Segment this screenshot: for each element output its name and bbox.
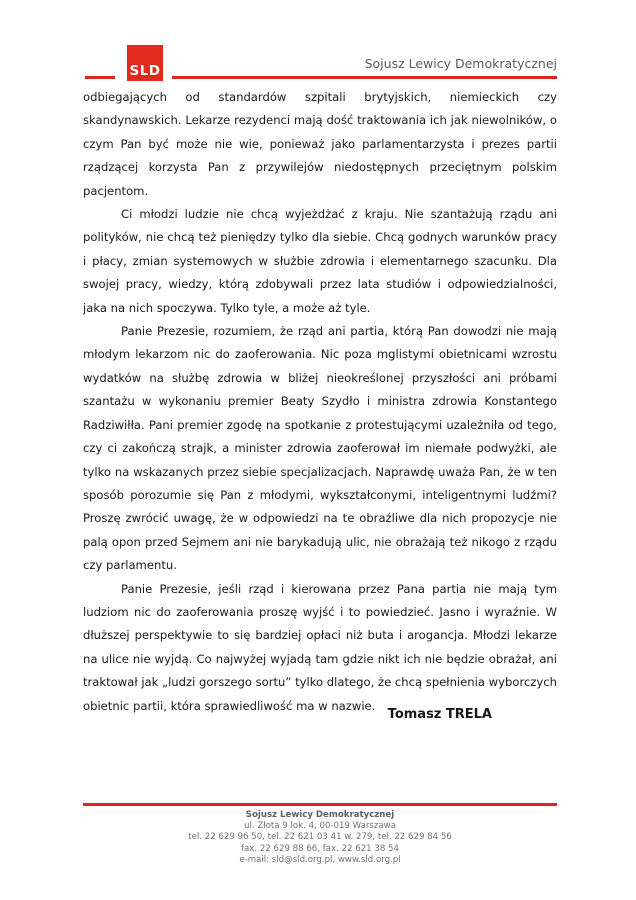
header-org-name: Sojusz Lewicy Demokratycznej — [364, 56, 557, 71]
letter-body — [83, 86, 557, 718]
footer-phones: tel. 22 629 96 50, tel. 22 621 03 41 w. 279, tel. 22 629 84 56 — [188, 832, 452, 843]
paragraph-3: Panie Prezesie, rozumiem, że rząd ani partia, którą Pan dowodzi nie mają młodym lekarzom nic do zaoferowania. Nic poza mglistymi obietnicami wzrostu wydatków na służbę zdrowia w bliżej nieokreślonej przyszłości ani próbami szantażu w wykonaniu premier Beaty Szydło i ministra zdrowia Konstantego Radziwiłła. Pani premier zgodę na spotkanie z protestującymi uzależniła od tego, czy ci zakończą strajk, a minister zdrowia zaoferował im niemałe podwyżki, ale tylko na wskazanych przez siebie specjalizacjach. Naprawdę uważa Pan, że w ten sposób porozumie się Pan z młodymi, wykształconymi, inteligentnymi ludźmi? Proszę zwrócić uwagę, że w odpowiedzi na te obraźliwe dla nich propozycje nie palą opon przed Sejmem ani nie barykadują ulic, nie obrażają też nikogo z rządu czy parlamentu. — [83, 324, 557, 573]
footer-fax: fax. 22 629 88 66, fax. 22 621 38 54 — [241, 843, 399, 854]
paragraph-1: odbiegających od standardów szpitali brytyjskich, niemieckich czy skandynawskich. Lekarze rezydenci mają dość traktowania ich jak niewolników, o czym Pan być może nie wie, ponieważ jako parlamentarzysta i prezes partii rządzącej korzysta Pan z przywilejów niedostępnych przeciętnym polskim pacjentom. — [83, 90, 557, 198]
sld-logo-text: SLD — [129, 63, 161, 79]
footer-address: ul. Złota 9 lok. 4, 00-019 Warszawa — [244, 820, 396, 831]
paragraph-2: Ci młodzi ludzie nie chcą wyjeżdżać z kraju. Nie szantażują rządu ani polityków, nie chcą też pieniędzy tylko dla siebie. Chcą godnych warunków pracy i płacy, zmian systemowych w służbie zdrowia i elementarnego szacunku. Dla swojej pracy, wiedzy, którą zdobywali przez lata studiów i odpowiedzialności, jaka na nich spoczywa. Tylko tyle, a może aż tyle. — [83, 207, 557, 315]
footer-email-web: e-mail: sld@sld.org.pl, www.sld.org.pl — [239, 855, 401, 866]
header-rule — [172, 76, 557, 79]
sld-logo — [127, 45, 163, 81]
signature: Tomasz TRELA — [387, 707, 492, 722]
footer — [83, 803, 557, 867]
paragraph-4: Panie Prezesie, jeśli rząd i kierowana przez Pana partia nie mają tym ludziom nic do zaoferowania proszę wyjść i to powiedzieć. Jasno i wyraźnie. W dłuższej perspektywie to się bardziej opłaci niż buta i arogancja. Młodzi lekarze na ulice nie wyjdą. Co najwyżej wyjadą tam gdzie nikt ich nie będzie obrażał, ani traktował jak „ludzi gorszego sortu” tylko dlatego, że chcą spełnienia wyborczych obietnic partii, która sprawiedliwość ma w nazwie. — [83, 581, 558, 713]
footer-text — [83, 810, 557, 867]
footer-rule — [83, 803, 557, 806]
header-left-rule — [85, 76, 115, 79]
footer-org-name: Sojusz Lewicy Demokratycznej — [245, 809, 395, 820]
